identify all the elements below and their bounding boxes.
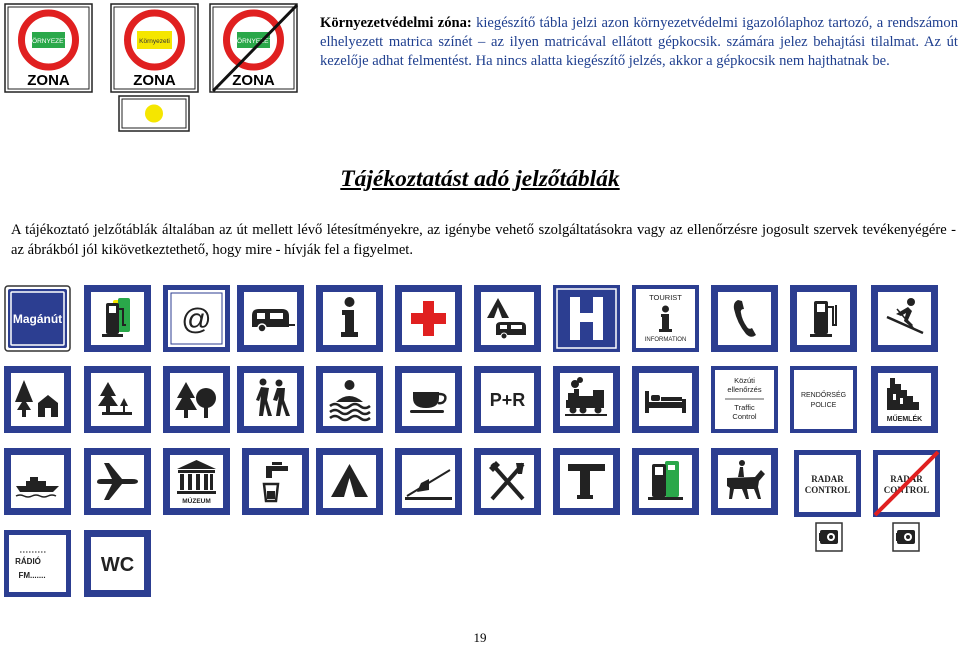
sign-label-1: RADAR	[890, 474, 923, 484]
sign-label-1: Közúti	[734, 376, 755, 385]
zone-sign-1	[4, 3, 93, 93]
information-sign	[316, 285, 383, 352]
breakdown-service-sign	[553, 448, 620, 515]
horse-riding-sign	[711, 448, 778, 515]
ski-sign	[871, 285, 938, 352]
section-title: Tájékoztatást adó jelzőtáblák	[340, 166, 620, 192]
restaurant-sign	[474, 448, 541, 515]
zone-text-2: számára jelez behajtási tilalmat. Az út kezelője adhat felmentést. Ha nincs alatta kiegészítő jelzés,	[320, 34, 958, 69]
tourist-information-sign	[632, 285, 699, 352]
zone-description	[320, 14, 958, 71]
sign-label: WC	[100, 554, 135, 576]
private-road-sign	[4, 285, 71, 352]
radar-control-sign	[794, 450, 861, 517]
sign-label-top: TOURIST	[649, 293, 682, 302]
sign-label-4: Control	[732, 412, 757, 421]
zone-sign-2	[110, 3, 199, 93]
picnic-area-sign	[4, 366, 71, 433]
sign-label-2: ellenőrzés	[727, 385, 762, 394]
sticker-text: KÖRNYEZETI	[232, 38, 275, 45]
zone-text-3: akkor a gépkocsik nem hajthatnak be.	[665, 53, 890, 69]
swimming-sign	[316, 366, 383, 433]
park-and-ride-sign	[474, 366, 541, 433]
steam-train-sign	[553, 366, 620, 433]
sign-label: P+R	[489, 390, 526, 410]
hiking-sign	[237, 366, 304, 433]
road-control-sign	[711, 366, 778, 433]
sticker-text: Környezeti	[139, 38, 170, 45]
zone-lead: Környezetvédelmi zóna:	[320, 15, 472, 31]
zone-label: ZONA	[232, 72, 275, 89]
police-sign	[790, 366, 857, 433]
camera-supplement-2	[892, 522, 920, 552]
sign-label-2: CONTROL	[804, 485, 851, 495]
zone-label: ZONA	[27, 72, 70, 89]
camera-supplement-1	[815, 522, 843, 552]
radio-sign	[4, 530, 71, 597]
sign-label-2: FM.......	[18, 571, 46, 580]
sign-label-1: RÁDIÓ	[15, 557, 41, 566]
first-aid-sign	[395, 285, 462, 352]
drinking-water-sign	[242, 448, 309, 515]
sign-label-3: Traffic	[734, 403, 755, 412]
woods-sign	[163, 366, 230, 433]
hotel-sign	[553, 285, 620, 352]
monument-sign	[871, 366, 938, 433]
radar-control-end-sign	[873, 450, 940, 517]
forest-sign	[84, 366, 151, 433]
zone-sign-end	[209, 3, 298, 93]
cafe-sign	[395, 366, 462, 433]
zone-text: kiegészítő tábla jelzi azon környezetvédelmi igazolólaphoz tartozó, a rendszámon elhelyezett matrica színét – az ilyen matricával ellátott gépkocsik.	[320, 15, 958, 50]
svg-text:@: @	[181, 303, 212, 336]
yellow-dot-supplement	[118, 95, 190, 132]
email-internet-sign	[163, 285, 230, 352]
fuel-station-sign-3	[632, 448, 699, 515]
sign-label-bottom: INFORMATION	[644, 337, 687, 343]
sign-label-1: RENDŐRSÉG	[800, 392, 847, 399]
page-number: 19	[473, 630, 487, 645]
toilet-wc-sign	[84, 530, 151, 597]
zone-label: ZONA	[133, 72, 176, 89]
ferry-boat-sign	[4, 448, 71, 515]
tent-camping-sign	[316, 448, 383, 515]
museum-sign	[163, 448, 230, 515]
sign-label: MŰEMLÉK	[886, 416, 923, 423]
fuel-station-sign-2	[790, 285, 857, 352]
telephone-sign	[711, 285, 778, 352]
sign-label: Magánút	[12, 312, 63, 326]
fuel-station-sign	[84, 285, 151, 352]
accommodation-bed-sign	[632, 366, 699, 433]
sticker-text: KÖRNYEZETI	[27, 38, 70, 45]
info-paragraph: A tájékoztató jelzőtáblák általában az út mellett lévő létesítményekre, az igénybe vehető szolgáltatásokra vagy az ellenőrzésre jogosult szervek tevékenyégére - az ábrákból jól kikövetkeztethető, hogy mire - hívják fel a figyelmet.	[11, 222, 956, 258]
sign-label-2: CONTROL	[883, 485, 930, 495]
caravan-camping-sign	[237, 285, 304, 352]
airport-sign	[84, 448, 151, 515]
sign-label: MÚZEUM	[182, 498, 211, 505]
sign-label-2: POLICE	[810, 402, 837, 409]
ski-lift-sign	[395, 448, 462, 515]
camping-site-sign	[474, 285, 541, 352]
sign-label-1: RADAR	[811, 474, 844, 484]
